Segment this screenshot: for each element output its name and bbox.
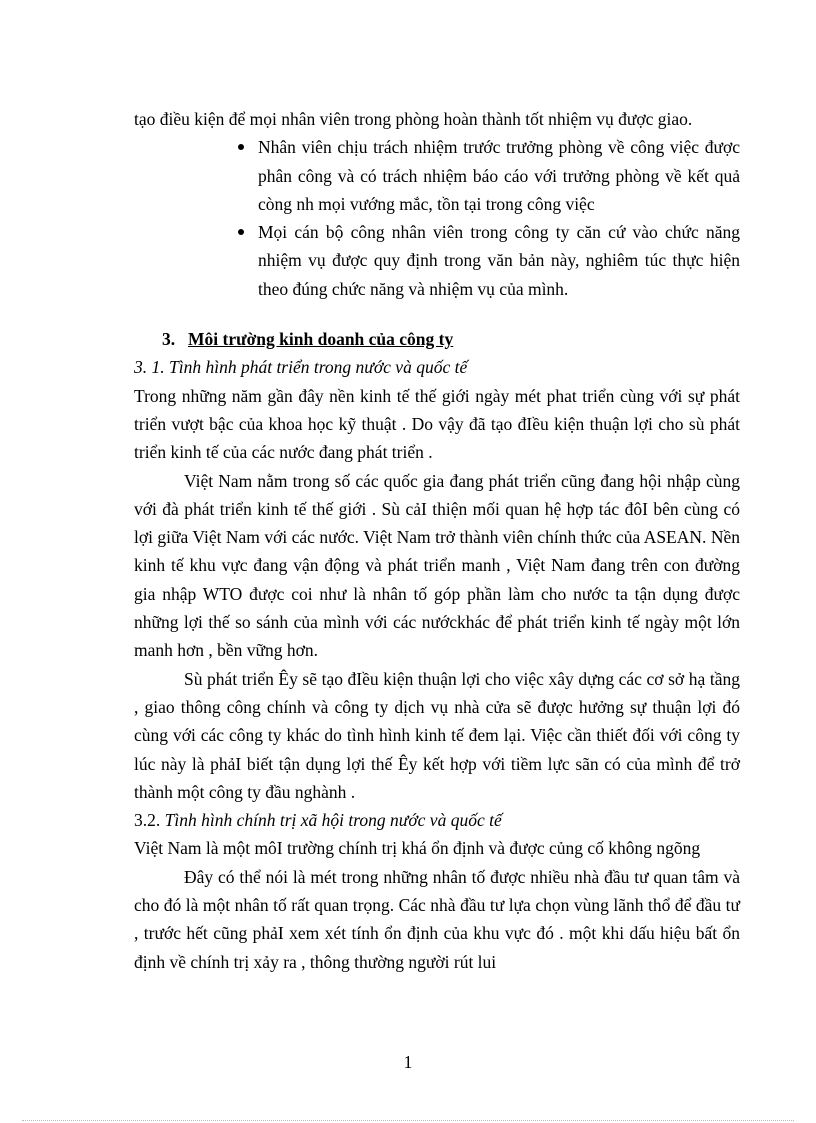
page-number: 1 <box>403 1052 413 1072</box>
subsection-number: 3.2. <box>134 810 161 831</box>
bullet-text: Nhân viên chịu trách nhiệm trước trưởng phòng về công việc được phân công và có trách nhiệm báo cáo với trưởng phòng về kết quả còng nh mọi vướng mắc, tồn tại trong công việc <box>258 137 740 214</box>
paragraph: Đây có thể nói là mét trong những nhân tố được nhiều nhà đầu tư quan tâm và cho đó là một nhân tố rất quan trọng. Các nhà đầu tư lựa chọn vùng lãnh thổ để đầu tư , trước hết cũng phảI xem xét tính ổn định của khu vực đó . một khi dấu hiệu bất ổn định về chính trị xảy ra , thông thường người rút lui <box>134 866 740 972</box>
subsection-heading <box>134 806 740 834</box>
paragraph: Trong những năm gần đây nền kinh tế thế giới ngày mét phat triển cùng với sự phát triển vượt bậc của khoa học kỹ thuật . Do vậy đã tạo đIều kiện thuận lợi cho sù phát triển kinh tế của các nước đang phát triển . <box>134 385 740 463</box>
subsection-title: Tình hình phát triển trong nước và quốc tế <box>169 357 468 378</box>
bullet-icon <box>238 229 244 235</box>
paragraph: Việt Nam là một môI trường chính trị khá ổn định và được củng cố không ngõng <box>134 838 701 859</box>
page-bottom-divider <box>22 1120 794 1121</box>
page-body <box>134 105 740 976</box>
opening-paragraph: tạo điều kiện để mọi nhân viên trong phòng hoàn thành tốt nhiệm vụ được giao. <box>134 109 693 129</box>
bullet-text: Mọi cán bộ công nhân viên trong công ty căn cứ vào chức năng nhiệm vụ được quy định trong văn bản này, nghiêm túc thực hiện theo đúng chức năng và nhiệm vụ của mình. <box>258 222 740 299</box>
list-item <box>258 218 740 303</box>
bullet-list <box>134 133 740 303</box>
bullet-icon <box>238 144 244 150</box>
section-heading <box>162 325 740 353</box>
subsection-number: 3. 1. <box>134 357 165 378</box>
paragraph: Việt Nam nằm trong số các quốc gia đang phát triển cũng đang hội nhập cùng với đà phát triển kinh tế thế giới . Sù cảI thiện mối quan hệ hợp tác đôI bên cùng có lợi giữa Việt Nam với các nước. Việt Nam trở thành viên chính thức của ASEAN. Nền kinh tế khu vực đang vận động và phát triển manh , Việt Nam đang trên con đường gia nhập WTO được coi như là nhân tố góp phần làm cho nước ta tận dụng được những lợi thế so sánh của mình với các nướckhác để phát triển kinh tế ngày một lớn manh hơn , bền vững hơn. <box>134 470 740 661</box>
section-number: 3. <box>162 329 176 350</box>
subsection-title: Tình hình chính trị xã hội trong nước và quốc tế <box>164 810 502 831</box>
subsection-heading <box>134 353 740 381</box>
list-item <box>258 133 740 218</box>
section-title: Môi trường kinh doanh của công ty <box>188 329 454 350</box>
paragraph: Sù phát triển Êy sẽ tạo đIều kiện thuận lợi cho việc xây dựng các cơ sở hạ tầng , giao thông công chính và công ty dịch vụ nhà cửa sẽ được hưởng sự thuận lợi đó cùng với các công ty khác do tình hình kinh tế đem lại. Việc cần thiết đối với công ty lúc này là phảI biết tận dụng lợi thế Êy kết hợp với tiềm lực sãn có của mình để trở thành một công ty đầu nghành . <box>134 668 740 802</box>
